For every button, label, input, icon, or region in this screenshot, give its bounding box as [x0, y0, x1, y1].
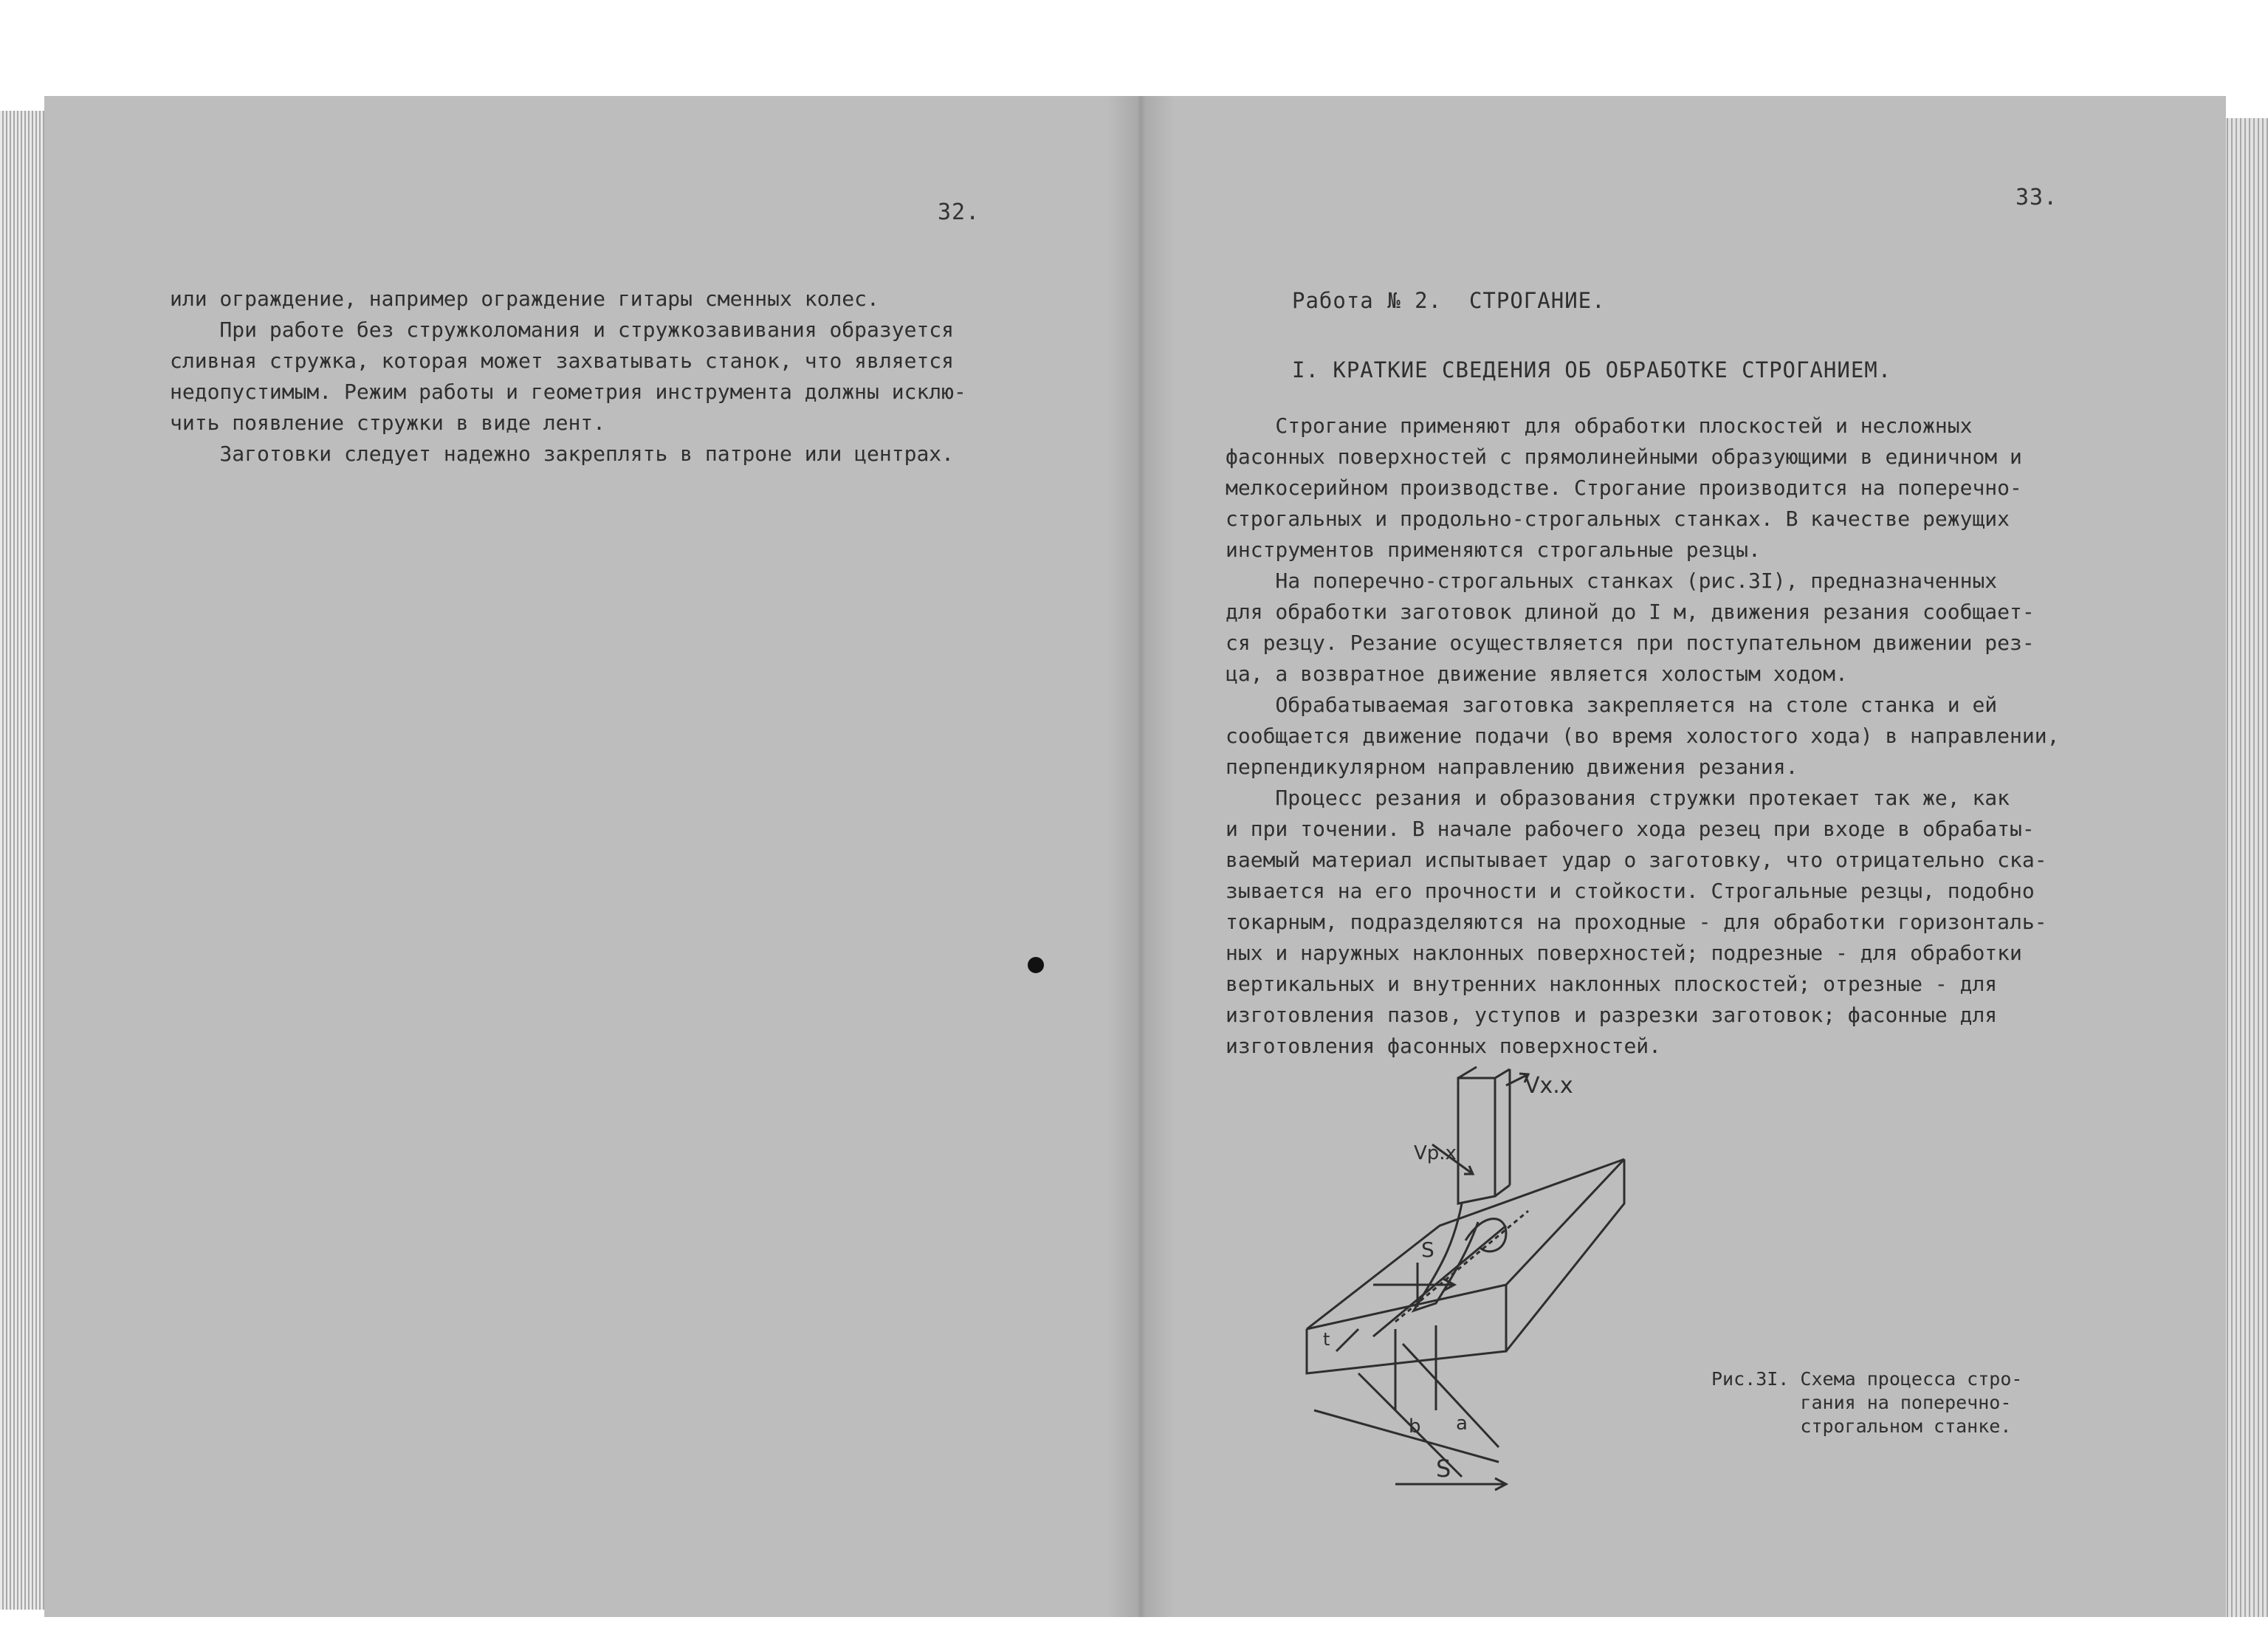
label-t: t: [1323, 1329, 1330, 1350]
left-line-2: При работе без стружколомания и стружкозавивания образуется: [170, 318, 955, 342]
right-line-20: изготовления пазов, уступов и разрезки заготовок; фасонные для: [1226, 1003, 1998, 1027]
right-line-5: инструментов применяются строгальные резцы.: [1226, 538, 1761, 562]
left-line-1: или ограждение, например ограждение гитары сменных колес.: [170, 286, 879, 311]
book-gutter: [1107, 96, 1174, 1617]
right-line-6: На поперечно-строгальных станках (рис.3I), предназначенных: [1226, 569, 1998, 593]
right-line-8: ся резцу. Резание осуществляется при поступательном движении рез-: [1226, 631, 2035, 655]
right-page-stack-edge: [2222, 118, 2268, 1617]
section-title: I. КРАТКИЕ СВЕДЕНИЯ ОБ ОБРАБОТКЕ СТРОГАНИЕМ.: [1292, 357, 1892, 382]
right-line-12: перпендикулярном направлению движения резания.: [1226, 755, 1798, 779]
planing-scheme-figure: [1285, 1063, 1669, 1492]
right-line-1: Строгание применяют для обработки плоскостей и несложных: [1226, 413, 1973, 438]
right-line-2: фасонных поверхностей с прямолинейными образующими в единичном и: [1226, 444, 2022, 469]
left-line-3: сливная стружка, которая может захватывать станок, что является: [170, 349, 955, 373]
left-line-6: Заготовки следует надежно закреплять в патроне или центрах.: [170, 442, 955, 466]
right-line-16: зывается на его прочности и стойкости. Строгальные резцы, подобно: [1226, 879, 2035, 903]
work-title: Работа № 2. СТРОГАНИЕ.: [1292, 288, 1606, 313]
right-line-4: строгальных и продольно-строгальных станках. В качестве режущих: [1226, 507, 2010, 531]
left-page-stack-edge: [0, 111, 46, 1610]
left-page-number: 32.: [938, 199, 980, 225]
label-v-xx: Vх.х: [1525, 1073, 1573, 1099]
right-line-19: вертикальных и внутренних наклонных плоскостей; отрезные - для: [1226, 972, 1998, 996]
label-a: a: [1456, 1413, 1468, 1435]
workpiece-top-face: [1307, 1159, 1624, 1329]
figure-caption-line-1: Рис.3I. Схема процесса стро-: [1711, 1368, 2023, 1390]
ink-spot: [1028, 957, 1044, 973]
right-line-9: ца, а возвратное движение является холостым ходом.: [1226, 662, 1848, 686]
right-line-10: Обрабатываемая заготовка закрепляется на столе станка и ей: [1226, 693, 1998, 717]
tool-shank: [1458, 1078, 1495, 1204]
right-line-17: токарным, подразделяются на проходные - для обработки горизонталь-: [1226, 910, 2047, 934]
label-v-rx: Vр.х: [1414, 1142, 1457, 1164]
left-line-4: недопустимым. Режим работы и геометрия инструмента должны исклю-: [170, 380, 966, 404]
right-line-18: ных и наружных наклонных поверхностей; подрезные - для обработки: [1226, 941, 2022, 965]
right-line-21: изготовления фасонных поверхностей.: [1226, 1034, 1662, 1058]
label-s-feed-top: S: [1421, 1238, 1434, 1262]
right-page-number: 33.: [2016, 185, 2058, 210]
right-line-11: сообщается движение подачи (во время холостого хода) в направлении,: [1226, 724, 2060, 748]
label-b: b: [1409, 1415, 1421, 1438]
right-line-14: и при точении. В начале рабочего хода резец при входе в обрабаты-: [1226, 817, 2035, 841]
figure-caption-line-3: строгальном станке.: [1711, 1415, 2012, 1437]
left-line-5: чить появление стружки в виде лент.: [170, 411, 606, 435]
figure-caption-line-2: гания на поперечно-: [1711, 1392, 2012, 1413]
right-line-15: ваемый материал испытывает удар о заготовку, что отрицательно ска-: [1226, 848, 2047, 872]
workpiece-side-edge: [1506, 1159, 1624, 1351]
workpiece-front-edge: [1307, 1285, 1506, 1373]
right-line-13: Процесс резания и образования стружки протекает так же, как: [1226, 786, 2010, 810]
label-s-feed-bottom: S: [1436, 1455, 1451, 1483]
right-line-3: мелкосерийном производстве. Строгание производится на поперечно-: [1226, 476, 2022, 500]
right-line-7: для обработки заготовок длиной до I м, движения резания сообщает-: [1226, 600, 2035, 624]
